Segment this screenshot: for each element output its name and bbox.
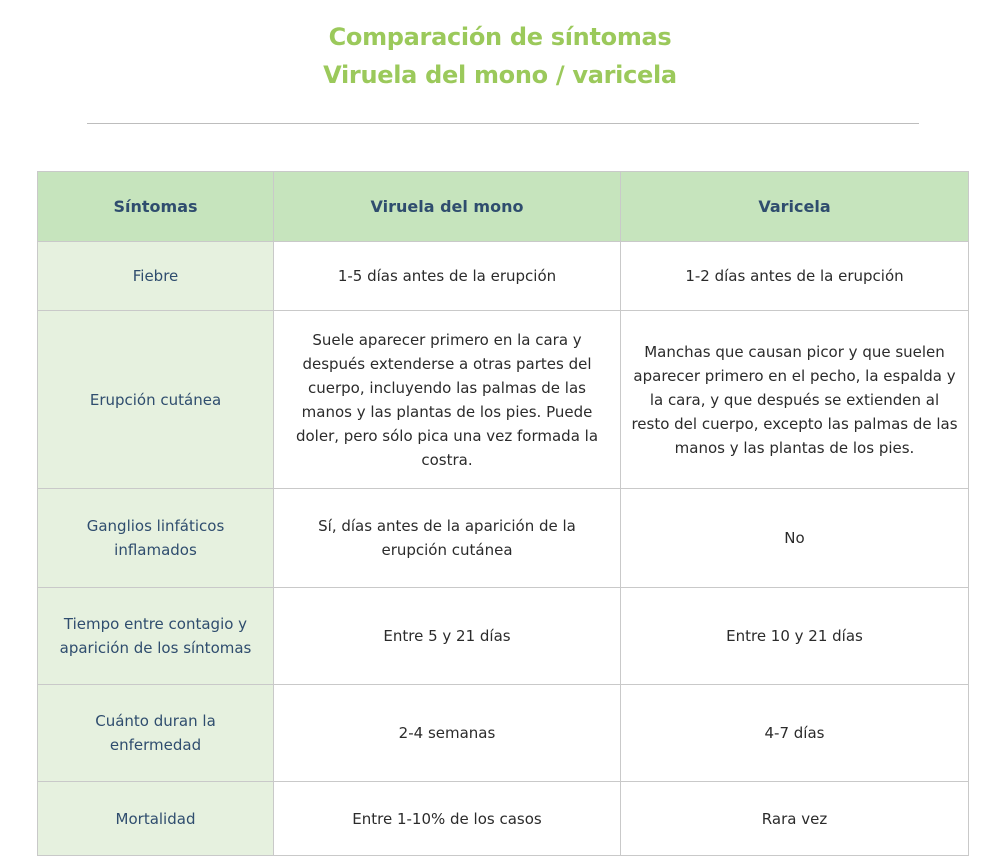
row-label: Ganglios linfáticos inflamados <box>38 489 274 588</box>
table-row <box>38 782 969 856</box>
monkeypox-cell: Sí, días antes de la aparición de la erupción cutánea <box>274 489 621 588</box>
document-title <box>0 18 1000 94</box>
title-line-1: Comparación de síntomas <box>328 23 672 51</box>
table-header-row <box>38 172 969 242</box>
monkeypox-cell: Suele aparecer primero en la cara y después extenderse a otras partes del cuerpo, incluyendo las palmas de las manos y las plantas de los pies. Puede doler, pero sólo pica una vez formada la costra. <box>274 311 621 489</box>
header-monkeypox: Viruela del mono <box>274 172 621 242</box>
table-row <box>38 311 969 489</box>
row-label: Erupción cutánea <box>38 311 274 489</box>
chickenpox-cell: Entre 10 y 21 días <box>621 588 969 685</box>
chickenpox-cell: 4-7 días <box>621 685 969 782</box>
table-row <box>38 588 969 685</box>
monkeypox-cell: Entre 1-10% de los casos <box>274 782 621 856</box>
table-row <box>38 242 969 311</box>
row-label: Fiebre <box>38 242 274 311</box>
header-chickenpox: Varicela <box>621 172 969 242</box>
chickenpox-cell: Manchas que causan picor y que suelen aparecer primero en el pecho, la espalda y la cara, y que después se extienden al resto del cuerpo, excepto las palmas de las manos y las plantas de los pies. <box>621 311 969 489</box>
title-divider <box>87 123 919 124</box>
monkeypox-cell: Entre 5 y 21 días <box>274 588 621 685</box>
chickenpox-cell: Rara vez <box>621 782 969 856</box>
row-label: Tiempo entre contagio y aparición de los síntomas <box>38 588 274 685</box>
row-label: Cuánto duran la enfermedad <box>38 685 274 782</box>
table-row <box>38 685 969 782</box>
title-line-2: Viruela del mono / varicela <box>323 61 677 89</box>
header-symptoms: Síntomas <box>38 172 274 242</box>
monkeypox-cell: 2-4 semanas <box>274 685 621 782</box>
chickenpox-cell: 1-2 días antes de la erupción <box>621 242 969 311</box>
table-row <box>38 489 969 588</box>
monkeypox-cell: 1-5 días antes de la erupción <box>274 242 621 311</box>
symptom-comparison-table <box>37 171 969 856</box>
row-label: Mortalidad <box>38 782 274 856</box>
chickenpox-cell: No <box>621 489 969 588</box>
